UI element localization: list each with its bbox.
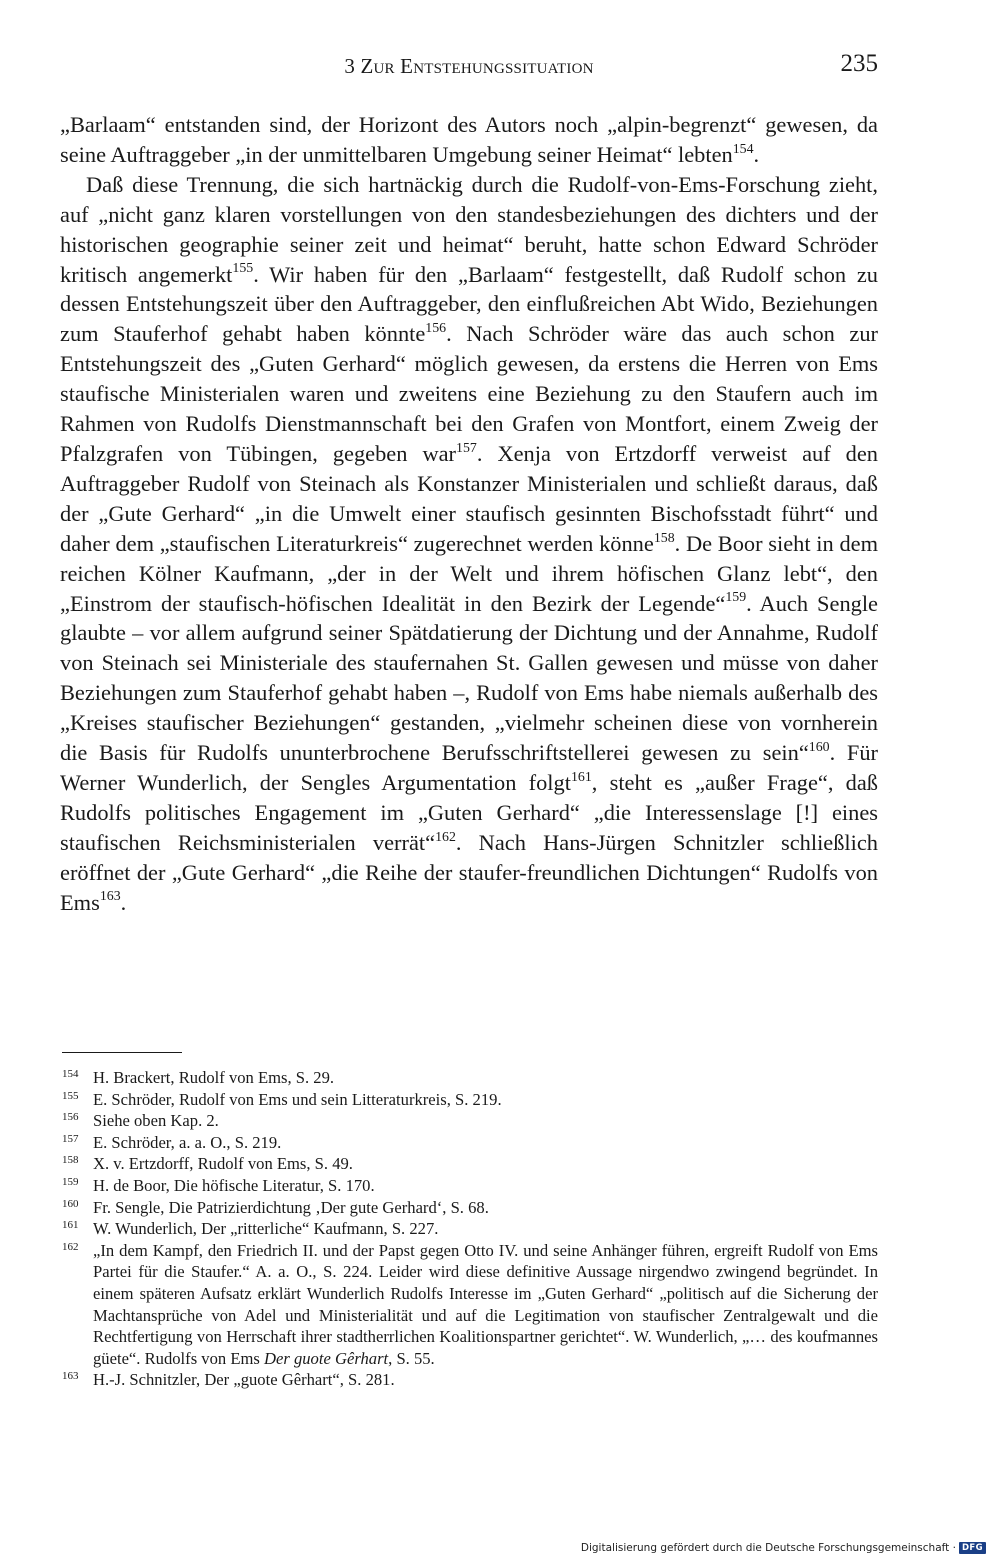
footnote-ref: 162 [435,829,456,845]
footnote [62,1132,878,1154]
footnote-number: 156 [62,1111,79,1124]
text-run: . Nach Hans-Jürgen Schnitzler schließlich eröffnet der „Gute Gerhard“ „die Reihe der staufer-freundlichen Dichtungen“ Rudolfs von Ems [60,829,878,915]
footnote-text: W. Wunderlich, Der „ritterliche“ Kaufmann, S. 227. [93,1219,439,1239]
footnote-number: 163 [62,1370,79,1383]
footnote-number: 160 [62,1197,79,1210]
footnotes [62,1067,878,1391]
running-title: 3 Zur Entstehungssituation [344,54,594,78]
footnote-text: X. v. Ertzdorff, Rudolf von Ems, S. 49. [93,1154,353,1174]
footnote [62,1089,878,1111]
footnote-text-after: , S. 55. [388,1348,435,1368]
text-run: Daß diese Trennung, die sich hartnäckig durch die Rudolf-von-Ems-Forschung zieht, auf „nicht ganz klaren vorstellungen von den standesbeziehungen des dichters und der historischen geographie seiner zeit und heimat“ beruht, hatte schon Edward Schröder kritisch angemerkt [60,171,878,287]
footnote-number: 155 [62,1089,79,1102]
text-run: . Auch Sengle glaubte – vor allem aufgrund seiner Spätdatierung der Dichtung und der Annahme, Rudolf von Steinach sei Ministeriale des staufernahen St. Gallen gewesen und müsse von daher Beziehungen zum Stauferhof gehabt haben –, Rudolf von Ems habe niemals außerhalb des „Kreises staufischer Beziehungen“ gestanden, „vielmehr scheinen diese von vornherein die Basis für Rudolfs ununterbrochene Berufsschriftstellerei gewesen zu sein“ [60,590,878,766]
text-run: . Für Werner Wunderlich, der Sengles Argumentation folgt [60,740,878,795]
footnote-text: Siehe oben Kap. 2. [93,1111,219,1131]
footnote-ref: 157 [456,440,477,456]
text-run: , steht es „außer Frage“, daß Rudolfs politisches Engagement im „Guten Gerhard“ „die Interessenslage [!] eines staufischen Reichsministerialen verrät“ [60,769,878,855]
text-run: „Barlaam“ entstanden sind, der Horizont des Autors noch „alpin-begrenzt“ gewesen, da seine Auftraggeber „in der unmittelbaren Umgebung seiner Heimat“ lebten [60,112,878,167]
footnote-ref: 159 [725,590,747,606]
text-run: . [120,889,127,915]
footnote-ref: 158 [653,530,675,546]
footnote [62,1218,878,1240]
page-number: 235 [840,50,878,77]
text-run: . Wir haben für den „Barlaam“ festgestellt, daß Rudolf schon zu dessen Entstehungszeit über den Auftraggeber, den einflußreichen Abt Wido, Beziehungen zum Stauferhof gehabt haben könnte [60,261,878,347]
dfg-logo-icon: DFG [959,1542,986,1554]
footnote-italic-title: Der guote Gêrhart [264,1348,389,1368]
text-run: . [753,141,760,167]
page-header [60,50,878,82]
digitization-credit [581,1542,986,1554]
footnote-number: 161 [62,1219,79,1232]
paragraph-2 [60,170,878,918]
footnote [62,1369,878,1391]
footnote-text: H. de Boor, Die höfische Literatur, S. 170. [93,1175,375,1195]
footnote [62,1110,878,1132]
footnote-ref: 156 [425,321,447,337]
footnote-number: 162 [62,1240,79,1253]
footnote [62,1067,878,1089]
footnote [62,1197,878,1219]
footnote-number: 157 [62,1132,79,1145]
footnote-text: H.-J. Schnitzler, Der „guote Gêrhart“, S. 281. [93,1370,395,1390]
footnote [62,1175,878,1197]
text-run: . Nach Schröder wäre das auch schon zur Entstehungszeit des „Guten Gerhard“ möglich gewesen, da erstens die Herren von Ems staufische Ministerialen waren und zweitens eine Beziehung zu den Staufern auch im Rahmen von Rudolfs Dienstmannschaft bei den Grafen von Montfort, einem Zweig der Pfalzgrafen von Tübingen, gegeben war [60,321,878,466]
paragraph-1 [60,110,878,170]
footnote-ref: 161 [570,769,592,785]
footnote-text: H. Brackert, Rudolf von Ems, S. 29. [93,1068,335,1087]
footnote [62,1240,878,1370]
text-run: . De Boor sieht in dem reichen Kölner Kaufmann, „der in der Welt und ihrem höfischen Glanz lebt“, den „Einstrom der staufisch-höfischen Idealität in den Bezirk der Legende“ [60,530,878,616]
footnote-ref: 160 [808,739,830,755]
footnote-number: 154 [62,1068,79,1080]
credit-text: Digitalisierung gefördert durch die Deutsche Forschungsgemeinschaft · [580,1542,956,1554]
footnote-text: E. Schröder, a. a. O., S. 219. [93,1132,282,1152]
footnote-number: 158 [62,1154,79,1167]
footnote-separator [62,1052,182,1053]
footnote-text: E. Schröder, Rudolf von Ems und sein Litteraturkreis, S. 219. [93,1089,502,1109]
footnote-ref: 155 [232,261,254,277]
main-text [60,110,878,917]
footnote-ref: 163 [99,889,121,905]
footnote-text: Fr. Sengle, Die Patrizierdichtung ‚Der gute Gerhard‘, S. 68. [93,1197,489,1217]
footnote-ref: 154 [732,141,754,157]
footnote [62,1153,878,1175]
text-run: . Xenja von Ertzdorff verweist auf den Auftraggeber Rudolf von Steinach als Konstanzer Ministerialen und schließt daraus, daß der „Gute Gerhard“ „in die Umwelt einer staufisch gesinnten Bischofsstadt führt“ und daher dem „staufischen Literaturkreis“ zugerechnet werden könne [60,440,878,556]
footnote-number: 159 [62,1175,79,1188]
footnote-text: „In dem Kampf, den Friedrich II. und der Papst gegen Otto IV. und seine Anhänger führen, ergreift Rudolf von Ems Partei für die Staufer.“ A. a. O., S. 224. Leider wird diese definitive Aussage nirgendwo zwingend begründet. In einem späteren Aufsatz erklärt Wunderlich Rudolfs Interesse im „Guten Gerhard“ „politisch auf die Sicherung der Machtansprüche von Adel und Ministerialität und auf die Legitimation von staufischer Zentralgewalt und die Rechtfertigung von Herrschaft ihrer stadtherrlichen Koalitionspartner gerichtet“. W. Wunderlich, „… des koufmannes güete“. Rudolfs von Ems [93,1240,878,1368]
